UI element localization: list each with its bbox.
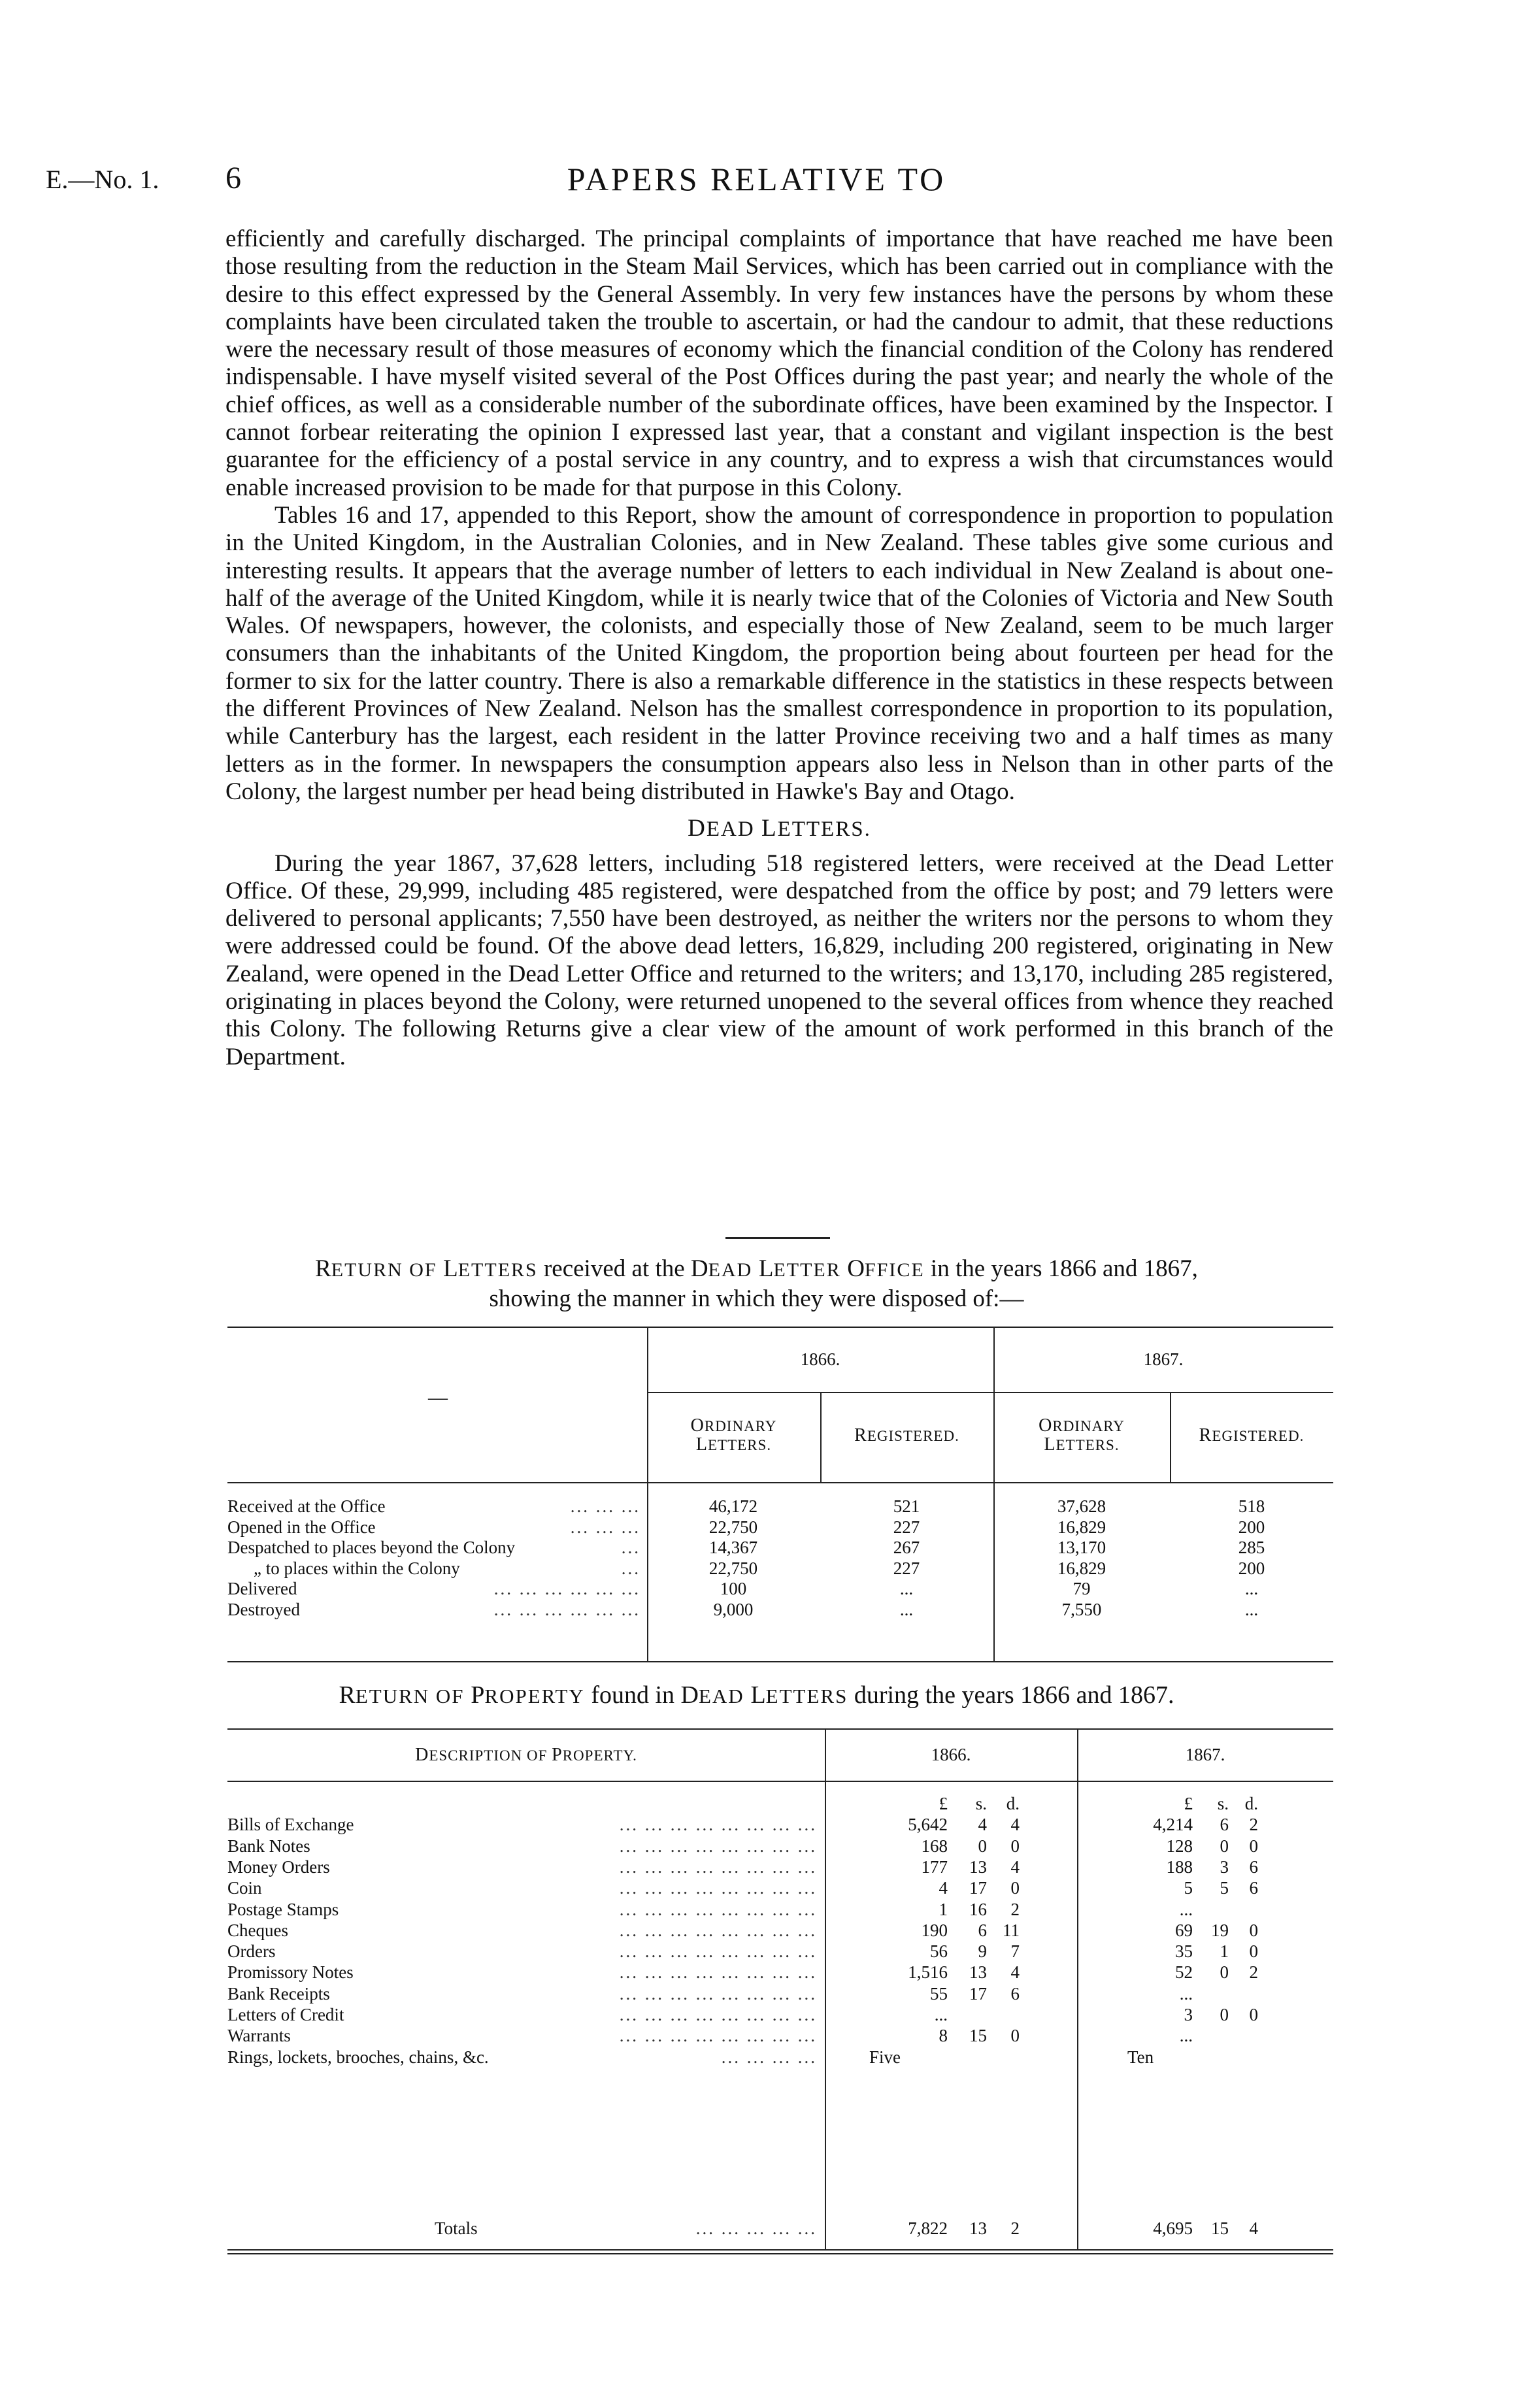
property-cell-1866: 13: [969, 1962, 987, 1983]
letters-cell: 285: [1238, 1538, 1265, 1557]
letters-cell: 16,829: [1057, 1558, 1106, 1578]
currency-header-1866: £: [939, 1794, 948, 1813]
property-row-dots: ... ... ... ... ... ... ... ...: [619, 1941, 817, 1962]
letters-row-label: Destroyed: [227, 1599, 300, 1619]
property-cell-1867: 4,214: [1153, 1815, 1193, 1835]
totals-label: Totals: [435, 2218, 478, 2238]
property-cell-1867: 3: [1184, 2005, 1193, 2024]
property-row-label: Rings, lockets, brooches, chains, &c.: [227, 2047, 489, 2067]
letters-cell: 200: [1238, 1558, 1265, 1578]
currency-header-1866: s.: [975, 1794, 987, 1813]
property-cell-1866: 1,516: [908, 1962, 948, 1983]
property-cell-1866: 0: [1010, 1878, 1020, 1898]
letters-cell: 9,000: [713, 1599, 754, 1619]
property-cell-1866: 9: [978, 1941, 987, 1962]
paragraph-dead-letters: During the year 1867, 37,628 letters, including 518 registered letters, were received at the Dead Letter Office. Of these, 29,999, including 485 registered, were despatched from the office by post; and 79 letters were delivered to personal applicants; 7,550 have been destroyed, as neither the writers nor the persons to whom they were addressed could be found. Of the above dead letters, 16,829, including 200 registered, originating in New Zealand, were opened in the Dead Letter Office and returned to the writers; and 13,170, including 285 registered, originating in places beyond the Colony, were returned unopened to the several offices from whence they reached this Colony. The following Returns give a clear view of the amount of work performed in this branch of the Department.: [225, 849, 1333, 1070]
property-row-label: Warrants: [227, 2026, 291, 2046]
property-cell-1867: Ten: [1127, 2047, 1154, 2067]
body-text: [225, 225, 1333, 1071]
property-row-label: Bank Notes: [227, 1836, 310, 1856]
letters-cell: 16,829: [1057, 1517, 1106, 1537]
property-cell-1866: Five: [869, 2047, 901, 2067]
property-cell-1866: 168: [921, 1836, 948, 1856]
totals-1867: 4,695: [1153, 2218, 1193, 2238]
totals-1867: 4: [1249, 2218, 1258, 2238]
property-row-label: Promissory Notes: [227, 1962, 354, 1983]
property-cell-1867: 0: [1220, 1836, 1229, 1856]
property-cell-1867: 188: [1166, 1856, 1193, 1877]
letters-cell: 518: [1238, 1496, 1265, 1516]
letters-cell: 227: [893, 1517, 920, 1537]
letters-row-dots: ... ... ... ... ... ...: [493, 1599, 640, 1619]
property-cell-1866: 1: [939, 1899, 948, 1919]
return-property-caption: RETURN OF PROPERTY found in DEAD LETTERS during the years 1866 and 1867.: [339, 1681, 1174, 1709]
property-cell-1866: 17: [969, 1878, 987, 1898]
property-row-dots: ... ... ... ... ... ... ... ...: [619, 1983, 817, 2004]
letters-row-dots: ... ... ...: [570, 1496, 640, 1516]
letters-row-dots: ...: [621, 1538, 640, 1557]
property-row-label: Orders: [227, 1941, 276, 1962]
letters-cell: 14,367: [708, 1538, 758, 1557]
section-heading-dead-letters: DEAD LETTERS.: [688, 815, 871, 842]
property-cell-1867: 0: [1220, 2005, 1229, 2024]
return-letters-caption: RETURN OF LETTERS received at the DEAD LETTER OFFICE in the years 1866 and 1867, showing the manner in which they were disposed of:—: [196, 1255, 1317, 1313]
page-header: [0, 160, 1513, 199]
letters-cell: 13,170: [1057, 1538, 1106, 1557]
property-row-dots: ... ... ... ... ... ... ... ...: [619, 1815, 817, 1835]
letters-cell: ...: [899, 1579, 914, 1598]
property-cell-1867: 52: [1175, 1962, 1193, 1983]
property-cell-1867: 5: [1220, 1878, 1229, 1898]
property-row-label: Money Orders: [227, 1856, 330, 1877]
property-cell-1867: 0: [1249, 2005, 1258, 2024]
property-cell-1866: 13: [969, 1856, 987, 1877]
property-cell-1866: 6: [1010, 1983, 1020, 2004]
return-letters-caption-line2: showing the manner in which they were disposed of:—: [489, 1285, 1024, 1312]
currency-header-1867: s.: [1217, 1794, 1229, 1813]
property-cell-1867: 5: [1184, 1878, 1193, 1898]
letters-row-label: Opened in the Office: [227, 1517, 376, 1537]
currency-header-1866: d.: [1006, 1794, 1020, 1813]
property-year-1867-header: 1867.: [1185, 1745, 1225, 1764]
property-row-dots: ... ... ... ... ... ... ... ...: [619, 1878, 817, 1898]
property-cell-1866: 4: [1010, 1962, 1020, 1983]
property-row-label: Postage Stamps: [227, 1899, 339, 1919]
property-cell-1866: 5,642: [908, 1815, 948, 1835]
property-cell-1866: 2: [1010, 1899, 1020, 1919]
property-cell-1867: 128: [1166, 1836, 1193, 1856]
letters-cell: 267: [893, 1538, 920, 1557]
property-cell-1866: 55: [930, 1983, 948, 2004]
totals-dots: ... ... ... ... ...: [695, 2218, 817, 2238]
currency-header-1867: £: [1184, 1794, 1193, 1813]
letters-row-dots: ... ... ...: [570, 1517, 640, 1537]
property-cell-1866: 4: [978, 1815, 987, 1835]
paragraph-continuation: efficiently and carefully discharged. The principal complaints of importance that have reached me have been those resulting from the reduction in the Steam Mail Services, which has been carried out in compliance with the desire to this effect expressed by the General Assembly. In very few instances have the persons by whom these complaints have been circulated taken the trouble to ascertain, or had the candour to admit, that these reductions were the necessary result of those measures of economy which the financial condition of the Colony has rendered indispensable. I have myself visited several of the Post Offices during the past year; and nearly the whole of the chief offices, as well as a considerable number of the subordinate offices, have been examined by the Inspector. I cannot forbear reiterating the opinion I expressed last year, that a constant and vigilant inspection is the best guarantee for the efficiency of a postal service in any country, and to express a wish that circumstances would enable increased provision to be made for that purpose in this Colony.: [225, 225, 1333, 501]
property-cell-1867: ...: [1179, 1983, 1193, 2004]
property-cell-1867: 2: [1249, 1815, 1258, 1835]
property-cell-1866: ...: [934, 2005, 948, 2024]
ordinary-letters-header-1867: ORDINARY LETTERS.: [1039, 1415, 1125, 1455]
letters-cell: 22,750: [708, 1517, 758, 1537]
property-cell-1867: 0: [1249, 1836, 1258, 1856]
property-row-dots: ... ... ... ... ... ... ... ...: [619, 1856, 817, 1877]
property-cell-1866: 17: [969, 1983, 987, 2004]
property-row-label: Cheques: [227, 1920, 288, 1940]
property-cell-1866: 4: [1010, 1856, 1020, 1877]
property-cell-1866: 56: [930, 1941, 948, 1962]
letters-row-dots: ... ... ... ... ... ...: [493, 1579, 640, 1598]
letters-row-label: Despatched to places beyond the Colony: [227, 1538, 516, 1557]
property-cell-1866: 0: [1010, 1836, 1020, 1856]
property-cell-1866: 0: [1010, 2026, 1020, 2046]
property-cell-1867: 6: [1249, 1856, 1258, 1877]
paragraph-tables: Tables 16 and 17, appended to this Report, show the amount of correspondence in proportion to population in the United Kingdom, in the Australian Colonies, and in New Zealand. These tables give some curious and interesting results. It appears that the average number of letters to each individual in New Zealand is about one-half of the average of the United Kingdom, while it is nearly twice that of the Colonies of Victoria and New South Wales. Of newspapers, however, the colonists, and especially those of New Zealand, seem to be much larger consumers than the inhabitants of the United Kingdom, the proportion being about fourteen per head for the former to six for the latter country. There is also a remarkable difference in the statistics in these respects between the different Provinces of New Zealand. Nelson has the smallest correspondence in proportion to its population, while Canterbury has the largest, each resident in the latter Province receiving two and a half times as many letters as in the former. In newspapers the consumption appears also less in Nelson than in other parts of the Colony, the largest number per head being distributed in Hawke's Bay and Otago.: [225, 501, 1333, 805]
property-cell-1867: 6: [1249, 1878, 1258, 1898]
property-cell-1866: 7: [1010, 1941, 1020, 1962]
property-row-dots: ... ... ... ...: [721, 2047, 817, 2067]
property-row-dots: ... ... ... ... ... ... ... ...: [619, 1962, 817, 1983]
property-row-label: Letters of Credit: [227, 2005, 344, 2024]
property-cell-1867: 35: [1175, 1941, 1193, 1962]
letters-row-label: Received at the Office: [227, 1496, 386, 1516]
letters-cell: 521: [893, 1496, 920, 1516]
letters-cell: ...: [1244, 1579, 1259, 1598]
property-cell-1866: 0: [978, 1836, 987, 1856]
letters-cell: 22,750: [708, 1558, 758, 1578]
currency-header-1867: d.: [1244, 1794, 1258, 1813]
letters-row-label: Delivered: [227, 1579, 297, 1598]
property-cell-1867: 0: [1249, 1920, 1258, 1940]
property-cell-1866: 11: [1003, 1920, 1020, 1940]
page-number: 6: [225, 161, 241, 195]
document-reference: E.—No. 1.: [46, 165, 159, 194]
letters-cell: 100: [720, 1579, 747, 1598]
letters-cell: ...: [1244, 1599, 1259, 1619]
page-title: PAPERS RELATIVE TO: [567, 161, 946, 197]
property-row-dots: ... ... ... ... ... ... ... ...: [619, 2005, 817, 2024]
letters-cell: ...: [899, 1599, 914, 1619]
property-cell-1866: 6: [978, 1920, 987, 1940]
property-cell-1867: 6: [1220, 1815, 1229, 1835]
stub-dash: —: [428, 1387, 448, 1408]
property-cell-1867: 0: [1249, 1941, 1258, 1962]
property-cell-1866: 4: [1010, 1815, 1020, 1835]
property-cell-1867: 69: [1175, 1920, 1193, 1940]
registered-header-1867: REGISTERED.: [1199, 1425, 1305, 1445]
letters-cell: 79: [1072, 1579, 1091, 1598]
property-cell-1866: 190: [921, 1920, 948, 1940]
property-row-label: Bank Receipts: [227, 1983, 330, 2004]
property-row-dots: ... ... ... ... ... ... ... ...: [619, 1836, 817, 1856]
year-1866-header: 1866.: [800, 1349, 840, 1369]
totals-1866: 2: [1010, 2218, 1020, 2238]
section-divider: [725, 1237, 830, 1239]
letters-cell: 7,550: [1061, 1599, 1102, 1619]
property-cell-1867: 19: [1211, 1920, 1229, 1940]
letters-cell: 227: [893, 1558, 920, 1578]
letters-cell: 37,628: [1057, 1496, 1106, 1516]
property-cell-1866: 16: [969, 1899, 987, 1919]
property-row-dots: ... ... ... ... ... ... ... ...: [619, 2026, 817, 2046]
ordinary-letters-header-1866: ORDINARY LETTERS.: [690, 1415, 777, 1455]
totals-1867: 15: [1211, 2218, 1229, 2238]
property-row-label: Bills of Exchange: [227, 1815, 354, 1835]
property-cell-1866: 15: [969, 2026, 987, 2046]
letters-row-label: „ to places within the Colony: [254, 1558, 460, 1578]
property-row-dots: ... ... ... ... ... ... ... ...: [619, 1899, 817, 1919]
description-of-property-header: DESCRIPTION OF PROPERTY.: [415, 1745, 637, 1765]
year-1867-header: 1867.: [1143, 1349, 1184, 1369]
property-cell-1867: ...: [1179, 2026, 1193, 2046]
property-cell-1866: 8: [939, 2026, 948, 2046]
totals-1866: 7,822: [908, 2218, 948, 2238]
property-row-label: Coin: [227, 1878, 262, 1898]
totals-1866: 13: [969, 2218, 987, 2238]
registered-header-1866: REGISTERED.: [854, 1425, 959, 1445]
property-cell-1867: 1: [1220, 1941, 1229, 1962]
property-row-dots: ... ... ... ... ... ... ... ...: [619, 1920, 817, 1940]
letters-cell: 46,172: [708, 1496, 758, 1516]
property-cell-1867: 2: [1249, 1962, 1258, 1983]
property-cell-1867: 3: [1220, 1856, 1229, 1877]
property-year-1866-header: 1866.: [931, 1745, 971, 1764]
letters-cell: 200: [1238, 1517, 1265, 1537]
letters-row-dots: ...: [621, 1558, 640, 1578]
property-cell-1866: 177: [921, 1856, 948, 1877]
property-cell-1867: ...: [1179, 1899, 1193, 1919]
property-cell-1867: 0: [1220, 1962, 1229, 1983]
property-cell-1866: 4: [939, 1878, 948, 1898]
